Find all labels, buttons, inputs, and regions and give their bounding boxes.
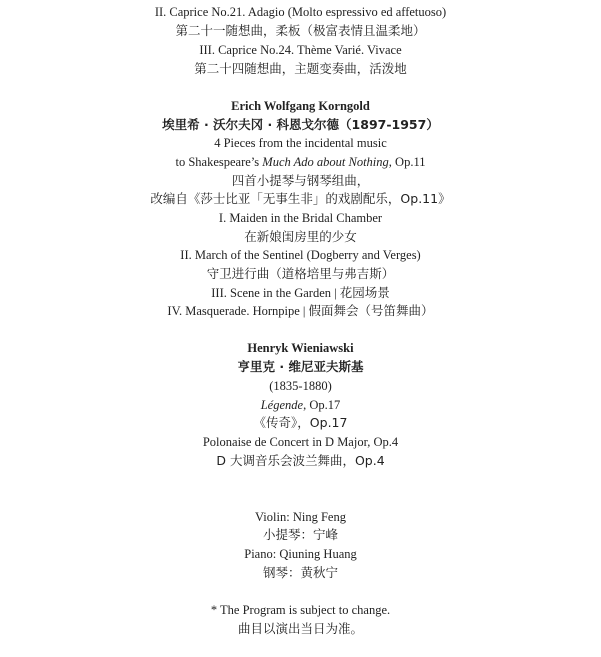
legende-title: Légende (260, 398, 304, 412)
korngold-mvt1-en: I. Maiden in the Bridal Chamber (218, 211, 383, 225)
korngold-work-en-line2 (0, 153, 601, 171)
caprice-21-en: II. Caprice No.21. Adagio (Molto espressivo ed affetuoso) (154, 5, 447, 19)
polonaise-zh: D 大调音乐会波兰舞曲，Op.4 (216, 453, 385, 468)
korngold-mvt1-zh: 在新娘闺房里的少女 (244, 229, 357, 244)
legende-en (0, 396, 601, 414)
wieniawski-name-en: Henryk Wieniawski (247, 341, 354, 355)
korngold-mvt4: IV. Masquerade. Hornpipe | 假面舞会（号笛舞曲） (167, 304, 434, 318)
violinist-en: Violin: Ning Feng (255, 510, 346, 524)
caprice-24-en: III. Caprice No.24. Thème Varié. Vivace (199, 43, 402, 57)
caprice-21-zh: 第二十一随想曲，柔板（极富表情且温柔地） (175, 23, 426, 38)
program-note-zh: 曲目以演出当日为准。 (237, 621, 363, 636)
korngold-work-zh-line2: 改编自《莎士比亚「无事生非」的戏剧配乐，Op.11》 (150, 191, 451, 206)
korngold-work-suffix: , Op.11 (388, 155, 426, 169)
korngold-name-zh: 埃里希 · 沃尔夫冈 · 科恩戈尔德（1897-1957） (162, 117, 439, 132)
korngold-mvt2-en: II. March of the Sentinel (Dogberry and Verges) (180, 248, 421, 262)
violinist-zh: 小提琴：宁峰 (262, 527, 338, 542)
wieniawski-dates: (1835-1880) (269, 379, 332, 393)
legende-zh: 《传奇》，Op.17 (253, 415, 348, 430)
korngold-work-title: Much Ado about Nothing (262, 155, 389, 169)
program-note-en: * The Program is subject to change. (210, 603, 391, 617)
caprice-24-zh: 第二十四随想曲，主题变奏曲，活泼地 (194, 61, 407, 76)
korngold-mvt3: III. Scene in the Garden | 花园场景 (211, 286, 390, 300)
pianist-zh: 钢琴：黄秋宁 (262, 565, 338, 580)
korngold-work-zh-line1: 四首小提琴与钢琴组曲， (231, 173, 370, 188)
pianist-en: Piano: Qiuning Huang (244, 547, 357, 561)
korngold-name-en: Erich Wolfgang Korngold (231, 99, 370, 113)
wieniawski-name-zh: 亨里克 · 维尼亚夫斯基 (237, 359, 364, 374)
korngold-work-en-line1: 4 Pieces from the incidental music (214, 136, 387, 150)
legende-suffix: , Op.17 (303, 398, 341, 412)
korngold-mvt2-zh: 守卫进行曲（道格培里与弗吉斯） (206, 266, 395, 281)
polonaise-en: Polonaise de Concert in D Major, Op.4 (202, 435, 399, 449)
korngold-work-prefix: to Shakespeare’s (175, 155, 263, 169)
